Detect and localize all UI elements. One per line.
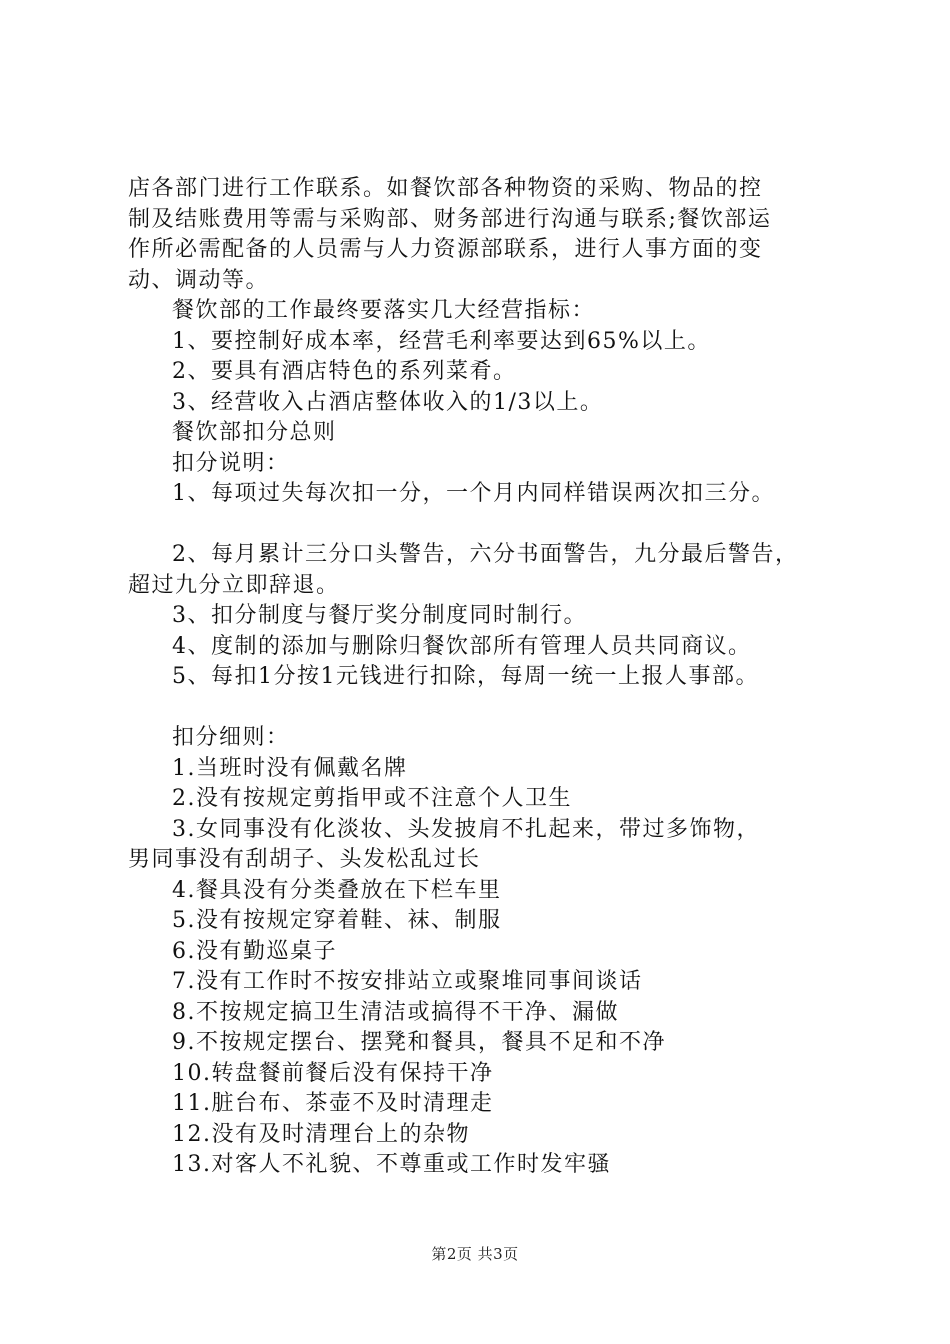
subsection-title-explanation: 扣分说明： (172, 450, 290, 476)
indicator-item: 3、经营收入占酒店整体收入的1/3以上。 (172, 389, 604, 415)
detail-item: 11.脏台布、茶壶不及时清理走 (172, 1091, 494, 1116)
detail-item: 2.没有按规定剪指甲或不注意个人卫生 (172, 786, 572, 811)
subsection-title-details: 扣分细则： (172, 725, 290, 750)
paragraph-line: 制及结账费用等需与采购部、财务部进行沟通与联系;餐饮部运 (128, 206, 772, 232)
detail-item: 10.转盘餐前餐后没有保持干净 (172, 1060, 494, 1086)
detail-item: 4.餐具没有分类叠放在下栏车里 (172, 877, 502, 903)
detail-item: 7.没有工作时不按安排站立或聚堆同事间谈话 (172, 969, 643, 994)
detail-item: 5.没有按规定穿着鞋、袜、制服 (172, 908, 502, 933)
detail-item: 13.对客人不礼貌、不尊重或工作时发牢骚 (172, 1152, 611, 1177)
page-number-footer: 第2页 共3页 (431, 1245, 519, 1263)
detail-item: 3.女同事没有化淡妆、头发披肩不扎起来，带过多饰物， (172, 816, 760, 842)
explanation-item: 4、度制的添加与删除归餐饮部所有管理人员共同商议。 (172, 633, 752, 659)
explanation-item: 1、每项过失每次扣一分，一个月内同样错误两次扣三分。 (172, 481, 775, 506)
section-title-deduction-rules: 餐饮部扣分总则 (172, 420, 337, 445)
explanation-item: 5、每扣1分按1元钱进行扣除，每周一统一上报人事部。 (172, 664, 759, 689)
paragraph-line: 作所必需配备的人员需与人力资源部联系，进行人事方面的变 (128, 237, 763, 262)
detail-item: 6.没有勤巡桌子 (172, 938, 337, 964)
paragraph-line: 动、调动等。 (128, 267, 270, 293)
explanation-item: 2、每月累计三分口头警告，六分书面警告，九分最后警告， (172, 542, 799, 567)
detail-item: 9.不按规定摆台、摆凳和餐具，餐具不足和不净 (172, 1030, 666, 1055)
indicator-item: 1、要控制好成本率，经营毛利率要达到65%以上。 (172, 328, 711, 354)
explanation-item-continued: 超过九分立即辞退。 (128, 572, 340, 598)
document-body (128, 174, 833, 1181)
indicator-item: 2、要具有酒店特色的系列菜肴。 (172, 359, 517, 384)
detail-item-continued: 男同事没有刮胡子、头发松乱过长 (128, 847, 481, 872)
blank-line (128, 693, 833, 724)
detail-item: 1.当班时没有佩戴名牌 (172, 755, 408, 781)
explanation-item: 3、扣分制度与餐厅奖分制度同时制行。 (172, 603, 587, 628)
section-heading-indicators: 餐饮部的工作最终要落实几大经营指标： (172, 298, 596, 323)
blank-line (128, 510, 833, 541)
detail-item: 8.不按规定搞卫生清洁或搞得不干净、漏做 (172, 999, 619, 1025)
detail-item: 12.没有及时清理台上的杂物 (172, 1121, 470, 1147)
paragraph-line: 店各部门进行工作联系。如餐饮部各种物资的采购、物品的控 (128, 176, 763, 201)
